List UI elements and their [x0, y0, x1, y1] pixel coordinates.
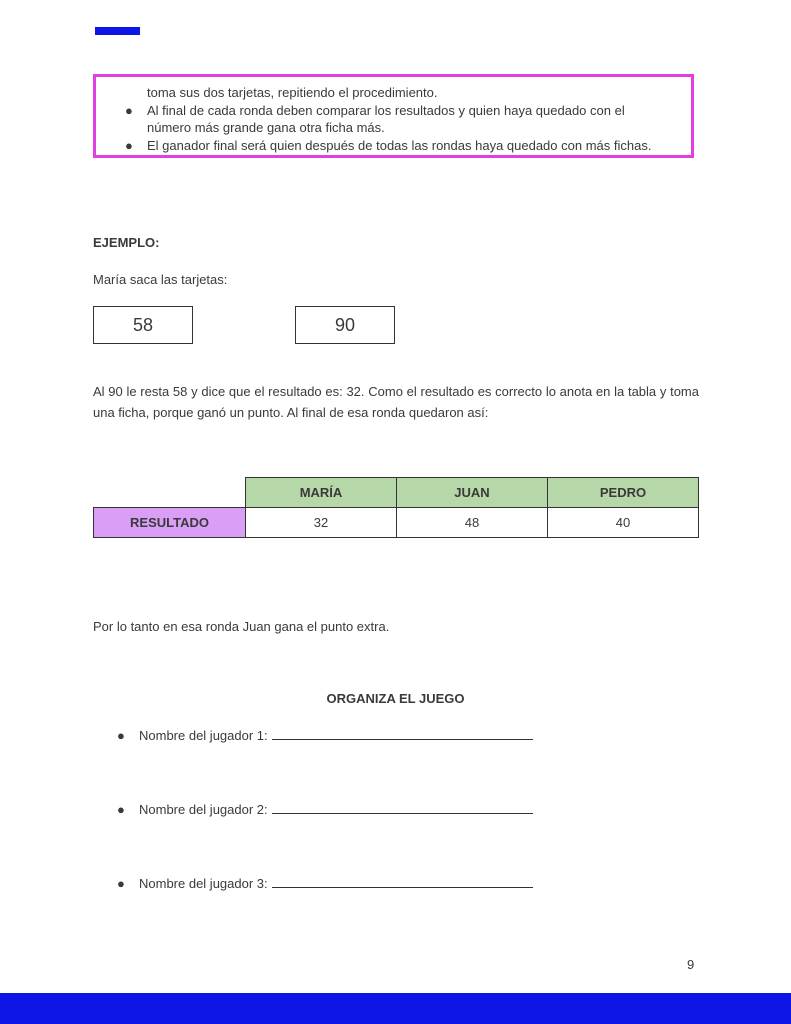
- bullet-icon: ●: [117, 876, 125, 891]
- organize-heading: ORGANIZA EL JUEGO: [326, 691, 465, 706]
- top-accent-bar: [95, 27, 140, 35]
- table-row-label: RESULTADO: [94, 508, 246, 538]
- rules-bullet-2-line-2: número más grande gana otra ficha más.: [147, 120, 385, 135]
- rules-box: [93, 74, 694, 158]
- conclusion-text: Por lo tanto en esa ronda Juan gana el punto extra.: [93, 619, 390, 634]
- table-cell-maria: 32: [246, 508, 397, 538]
- bottom-accent-bar: [0, 993, 791, 1024]
- results-table: [93, 477, 699, 538]
- card-58: 58: [93, 306, 193, 344]
- player-1-label: Nombre del jugador 1:: [139, 728, 268, 743]
- table-corner-cell: [94, 478, 246, 508]
- bullet-icon: ●: [125, 138, 133, 153]
- player-1-row: [117, 727, 533, 744]
- player-2-label: Nombre del jugador 2:: [139, 802, 268, 817]
- example-paragraph: Al 90 le resta 58 y dice que el resultado es: 32. Como el resultado es correcto lo anota en la tabla y toma una ficha, porque ganó un punto. Al final de esa ronda quedaron así:: [93, 384, 699, 420]
- table-header-row: [94, 478, 699, 508]
- table-header-maria: MARÍA: [246, 478, 397, 508]
- table-header-pedro: PEDRO: [548, 478, 699, 508]
- rules-line-1: toma sus dos tarjetas, repitiendo el procedimiento.: [147, 85, 438, 100]
- player-2-row: [117, 801, 533, 818]
- example-heading: EJEMPLO:: [93, 235, 160, 250]
- table-cell-pedro: 40: [548, 508, 699, 538]
- player-3-name-field[interactable]: [272, 875, 533, 888]
- bullet-icon: ●: [117, 802, 125, 817]
- player-1-name-field[interactable]: [272, 727, 533, 740]
- page-number: 9: [687, 957, 695, 972]
- bullet-icon: ●: [125, 103, 133, 118]
- player-3-row: [117, 875, 533, 892]
- table-header-juan: JUAN: [397, 478, 548, 508]
- rules-bullet-3: El ganador final será quien después de todas las rondas haya quedado con más fichas.: [147, 138, 652, 153]
- bullet-icon: ●: [117, 728, 125, 743]
- example-intro: María saca las tarjetas:: [93, 272, 228, 287]
- card-90: 90: [295, 306, 395, 344]
- player-3-label: Nombre del jugador 3:: [139, 876, 268, 891]
- rules-bullet-2-line-1: Al final de cada ronda deben comparar los resultados y quien haya quedado con el: [147, 103, 625, 118]
- player-2-name-field[interactable]: [272, 801, 533, 814]
- table-cell-juan: 48: [397, 508, 548, 538]
- table-row: [94, 508, 699, 538]
